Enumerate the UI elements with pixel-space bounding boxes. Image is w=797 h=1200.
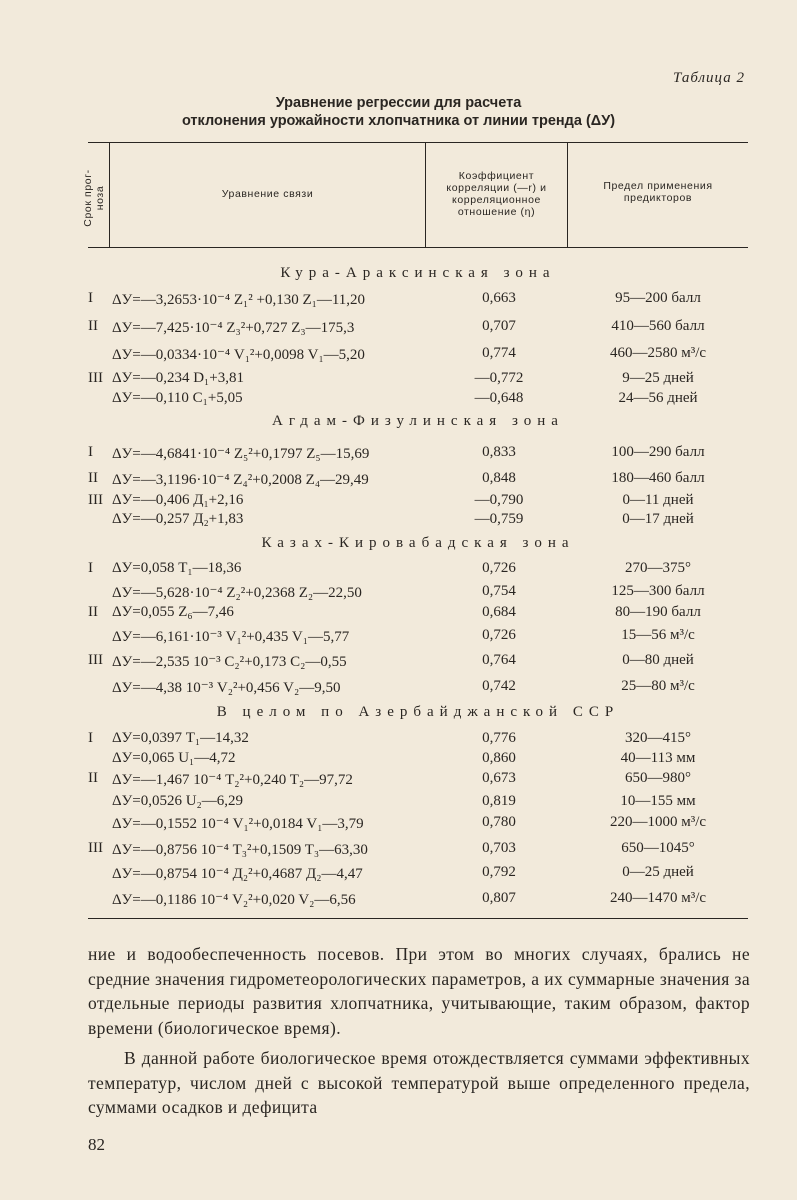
range-cell: 0—25 дней: [622, 864, 694, 880]
equation-cell: ΔУ=0,0526 U₂—6,29: [112, 793, 244, 809]
equation-cell: ΔУ=—0,110 C₁+5,05: [112, 390, 243, 406]
coef-cell: —0,648: [474, 390, 524, 406]
period-cell: III: [88, 492, 103, 508]
range-cell: 0—11 дней: [622, 492, 694, 508]
table-row: [0, 318, 797, 340]
equation-cell: ΔУ=—0,1186 10⁻⁴ V₂²+0,020 V₂—6,56: [112, 892, 356, 908]
table-row: [0, 444, 797, 466]
table-row: [0, 370, 797, 392]
equation-cell: ΔУ=0,065 U₁—4,72: [112, 750, 236, 766]
table-row: [0, 345, 797, 367]
table-header-rule: [88, 247, 748, 248]
table-row: [0, 470, 797, 492]
range-cell: 40—113 мм: [620, 750, 696, 766]
equation-cell: ΔУ=0,058 T₁—18,36: [112, 560, 242, 576]
range-cell: 410—560 балл: [611, 318, 705, 334]
section-title: Кура-Араксинская зона: [280, 265, 556, 281]
period-cell: I: [88, 730, 93, 746]
equation-cell: ΔУ=—4,38 10⁻³ V₂²+0,456 V₂—9,50: [112, 680, 341, 696]
table-row: [0, 583, 797, 605]
table-row: [0, 678, 797, 700]
table-row: [0, 627, 797, 649]
range-cell: 270—375°: [625, 560, 691, 576]
coef-cell: 0,807: [482, 890, 516, 906]
table-label: Таблица 2: [673, 70, 745, 86]
section-title: Агдам-Физулинская зона: [272, 413, 564, 429]
period-cell: III: [88, 370, 103, 386]
coef-cell: —0,759: [474, 511, 524, 527]
equation-cell: ΔУ=—7,425·10⁻⁴ Z₃²+0,727 Z₃—175,3: [112, 320, 355, 336]
coef-cell: 0,754: [482, 583, 516, 599]
table-row: [0, 750, 797, 772]
range-cell: 9—25 дней: [622, 370, 694, 386]
coef-cell: 0,663: [482, 290, 516, 306]
equation-cell: ΔУ=—0,234 D₁+3,81: [112, 370, 244, 386]
range-cell: 650—980°: [625, 770, 691, 786]
equation-cell: ΔУ=—5,628·10⁻⁴ Z₂²+0,2368 Z₂—22,50: [112, 585, 362, 601]
header-term-cell: [79, 158, 109, 238]
range-cell: 25—80 м³/с: [621, 678, 695, 694]
header-term: Срок прог- ноза: [82, 169, 106, 227]
coef-cell: 0,819: [482, 793, 516, 809]
equation-cell: ΔУ=—3,1196·10⁻⁴ Z₄²+0,2008 Z₄—29,49: [112, 472, 369, 488]
range-cell: 320—415°: [625, 730, 691, 746]
table-row: [0, 793, 797, 815]
equation-cell: ΔУ=—0,257 Д₂+1,83: [112, 511, 244, 527]
period-cell: II: [88, 604, 98, 620]
page-number: 82: [88, 1135, 105, 1154]
coef-cell: 0,703: [482, 840, 516, 856]
table-row: [0, 864, 797, 886]
coef-cell: 0,726: [482, 627, 516, 643]
table-bottom-rule: [88, 918, 748, 919]
range-cell: 95—200 балл: [615, 290, 701, 306]
table-row: [0, 390, 797, 412]
range-cell: 15—56 м³/с: [621, 627, 695, 643]
period-cell: II: [88, 770, 98, 786]
coef-cell: 0,848: [482, 470, 516, 486]
equation-cell: ΔУ=—0,406 Д₁+2,16: [112, 492, 244, 508]
coef-cell: 0,833: [482, 444, 516, 460]
coef-cell: 0,774: [482, 345, 516, 361]
equation-cell: ΔУ=—0,0334·10⁻⁴ V₁²+0,0098 V₁—5,20: [112, 347, 365, 363]
header-equation: Уравнение связи: [221, 188, 314, 200]
table-top-rule: [88, 142, 748, 143]
caption-line-1: Уравнение регрессии для расчета: [275, 95, 522, 111]
coef-cell: 0,764: [482, 652, 516, 668]
paragraph: В данной работе биологическое время отождествляется суммами эффективных температур, числом дней с высокой температурой выше определенного предела, суммами осадков и дефицита: [88, 1048, 750, 1117]
coef-cell: —0,772: [474, 370, 524, 386]
range-cell: 125—300 балл: [611, 583, 705, 599]
period-cell: II: [88, 470, 98, 486]
period-cell: I: [88, 560, 93, 576]
table-row: [0, 511, 797, 533]
coef-cell: 0,684: [482, 604, 516, 620]
period-cell: I: [88, 444, 93, 460]
period-cell: II: [88, 318, 98, 334]
range-cell: 220—1000 м³/с: [609, 814, 707, 830]
period-cell: III: [88, 652, 103, 668]
equation-cell: ΔУ=—0,8756 10⁻⁴ T₃²+0,1509 T₃—63,30: [112, 842, 368, 858]
coef-cell: —0,790: [474, 492, 524, 508]
equation-cell: ΔУ=0,0397 T₁—14,32: [112, 730, 249, 746]
equation-cell: ΔУ=—0,1552 10⁻⁴ V₁²+0,0184 V₁—3,79: [112, 816, 364, 832]
equation-cell: ΔУ=—1,467 10⁻⁴ T₂²+0,240 T₂—97,72: [112, 772, 353, 788]
table-row: [0, 890, 797, 912]
table-row: [0, 730, 797, 752]
equation-cell: ΔУ=—4,6841·10⁻⁴ Z₅²+0,1797 Z₅—15,69: [112, 446, 370, 462]
table-row: [0, 814, 797, 836]
range-cell: 10—155 мм: [620, 793, 696, 809]
coef-cell: 0,776: [482, 730, 516, 746]
coef-cell: 0,726: [482, 560, 516, 576]
table-row: [0, 770, 797, 792]
coef-cell: 0,792: [482, 864, 516, 880]
table-caption: [0, 94, 797, 130]
section-title: Казах-Кировабадская зона: [261, 535, 575, 551]
section-title: В целом по Азербайджанской ССР: [216, 704, 620, 720]
caption-line-2: отклонения урожайности хлопчатника от линии тренда (ΔУ): [181, 113, 616, 129]
equation-cell: ΔУ=—2,535 10⁻³ C₂²+0,173 C₂—0,55: [112, 654, 347, 670]
paragraph: ние и водообеспеченность посевов. При этом во многих случаях, брались не средние значения гидрометеорологических параметров, а их суммарные значения за отдельные периоды развития хлопчатника, учитывающие, таким образом, фактор времени (биологическое время).: [88, 944, 750, 1038]
coef-cell: 0,860: [482, 750, 516, 766]
table-row: [0, 840, 797, 862]
period-cell: III: [88, 840, 103, 856]
range-cell: 240—1470 м³/с: [609, 890, 707, 906]
header-range: Предел применения предикторов: [603, 180, 713, 204]
range-cell: 0—80 дней: [622, 652, 694, 668]
coef-cell: 0,673: [482, 770, 516, 786]
equation-cell: ΔУ=—6,161·10⁻³ V₁²+0,435 V₁—5,77: [112, 629, 350, 645]
table-row: [0, 560, 797, 582]
coef-cell: 0,780: [482, 814, 516, 830]
body-text: [88, 942, 750, 1120]
range-cell: 0—17 дней: [622, 511, 694, 527]
equation-cell: ΔУ=—0,8754 10⁻⁴ Д₂²+0,4687 Д₂—4,47: [112, 866, 363, 882]
period-cell: I: [88, 290, 93, 306]
coef-cell: 0,707: [482, 318, 516, 334]
range-cell: 80—190 балл: [615, 604, 701, 620]
range-cell: 180—460 балл: [611, 470, 705, 486]
coef-cell: 0,742: [482, 678, 516, 694]
equation-cell: ΔУ=0,055 Z₆—7,46: [112, 604, 234, 620]
table-row: [0, 290, 797, 312]
range-cell: 460—2580 м³/с: [609, 345, 707, 361]
range-cell: 650—1045°: [621, 840, 695, 856]
equation-cell: ΔУ=—3,2653·10⁻⁴ Z₁² +0,130 Z₁—11,20: [112, 292, 366, 308]
header-coef: Коэффициент корреляции (—r) и корреляционное отношение (η): [446, 170, 547, 218]
range-cell: 24—56 дней: [618, 390, 698, 406]
range-cell: 100—290 балл: [611, 444, 705, 460]
table-row: [0, 604, 797, 626]
table-row: [0, 652, 797, 674]
